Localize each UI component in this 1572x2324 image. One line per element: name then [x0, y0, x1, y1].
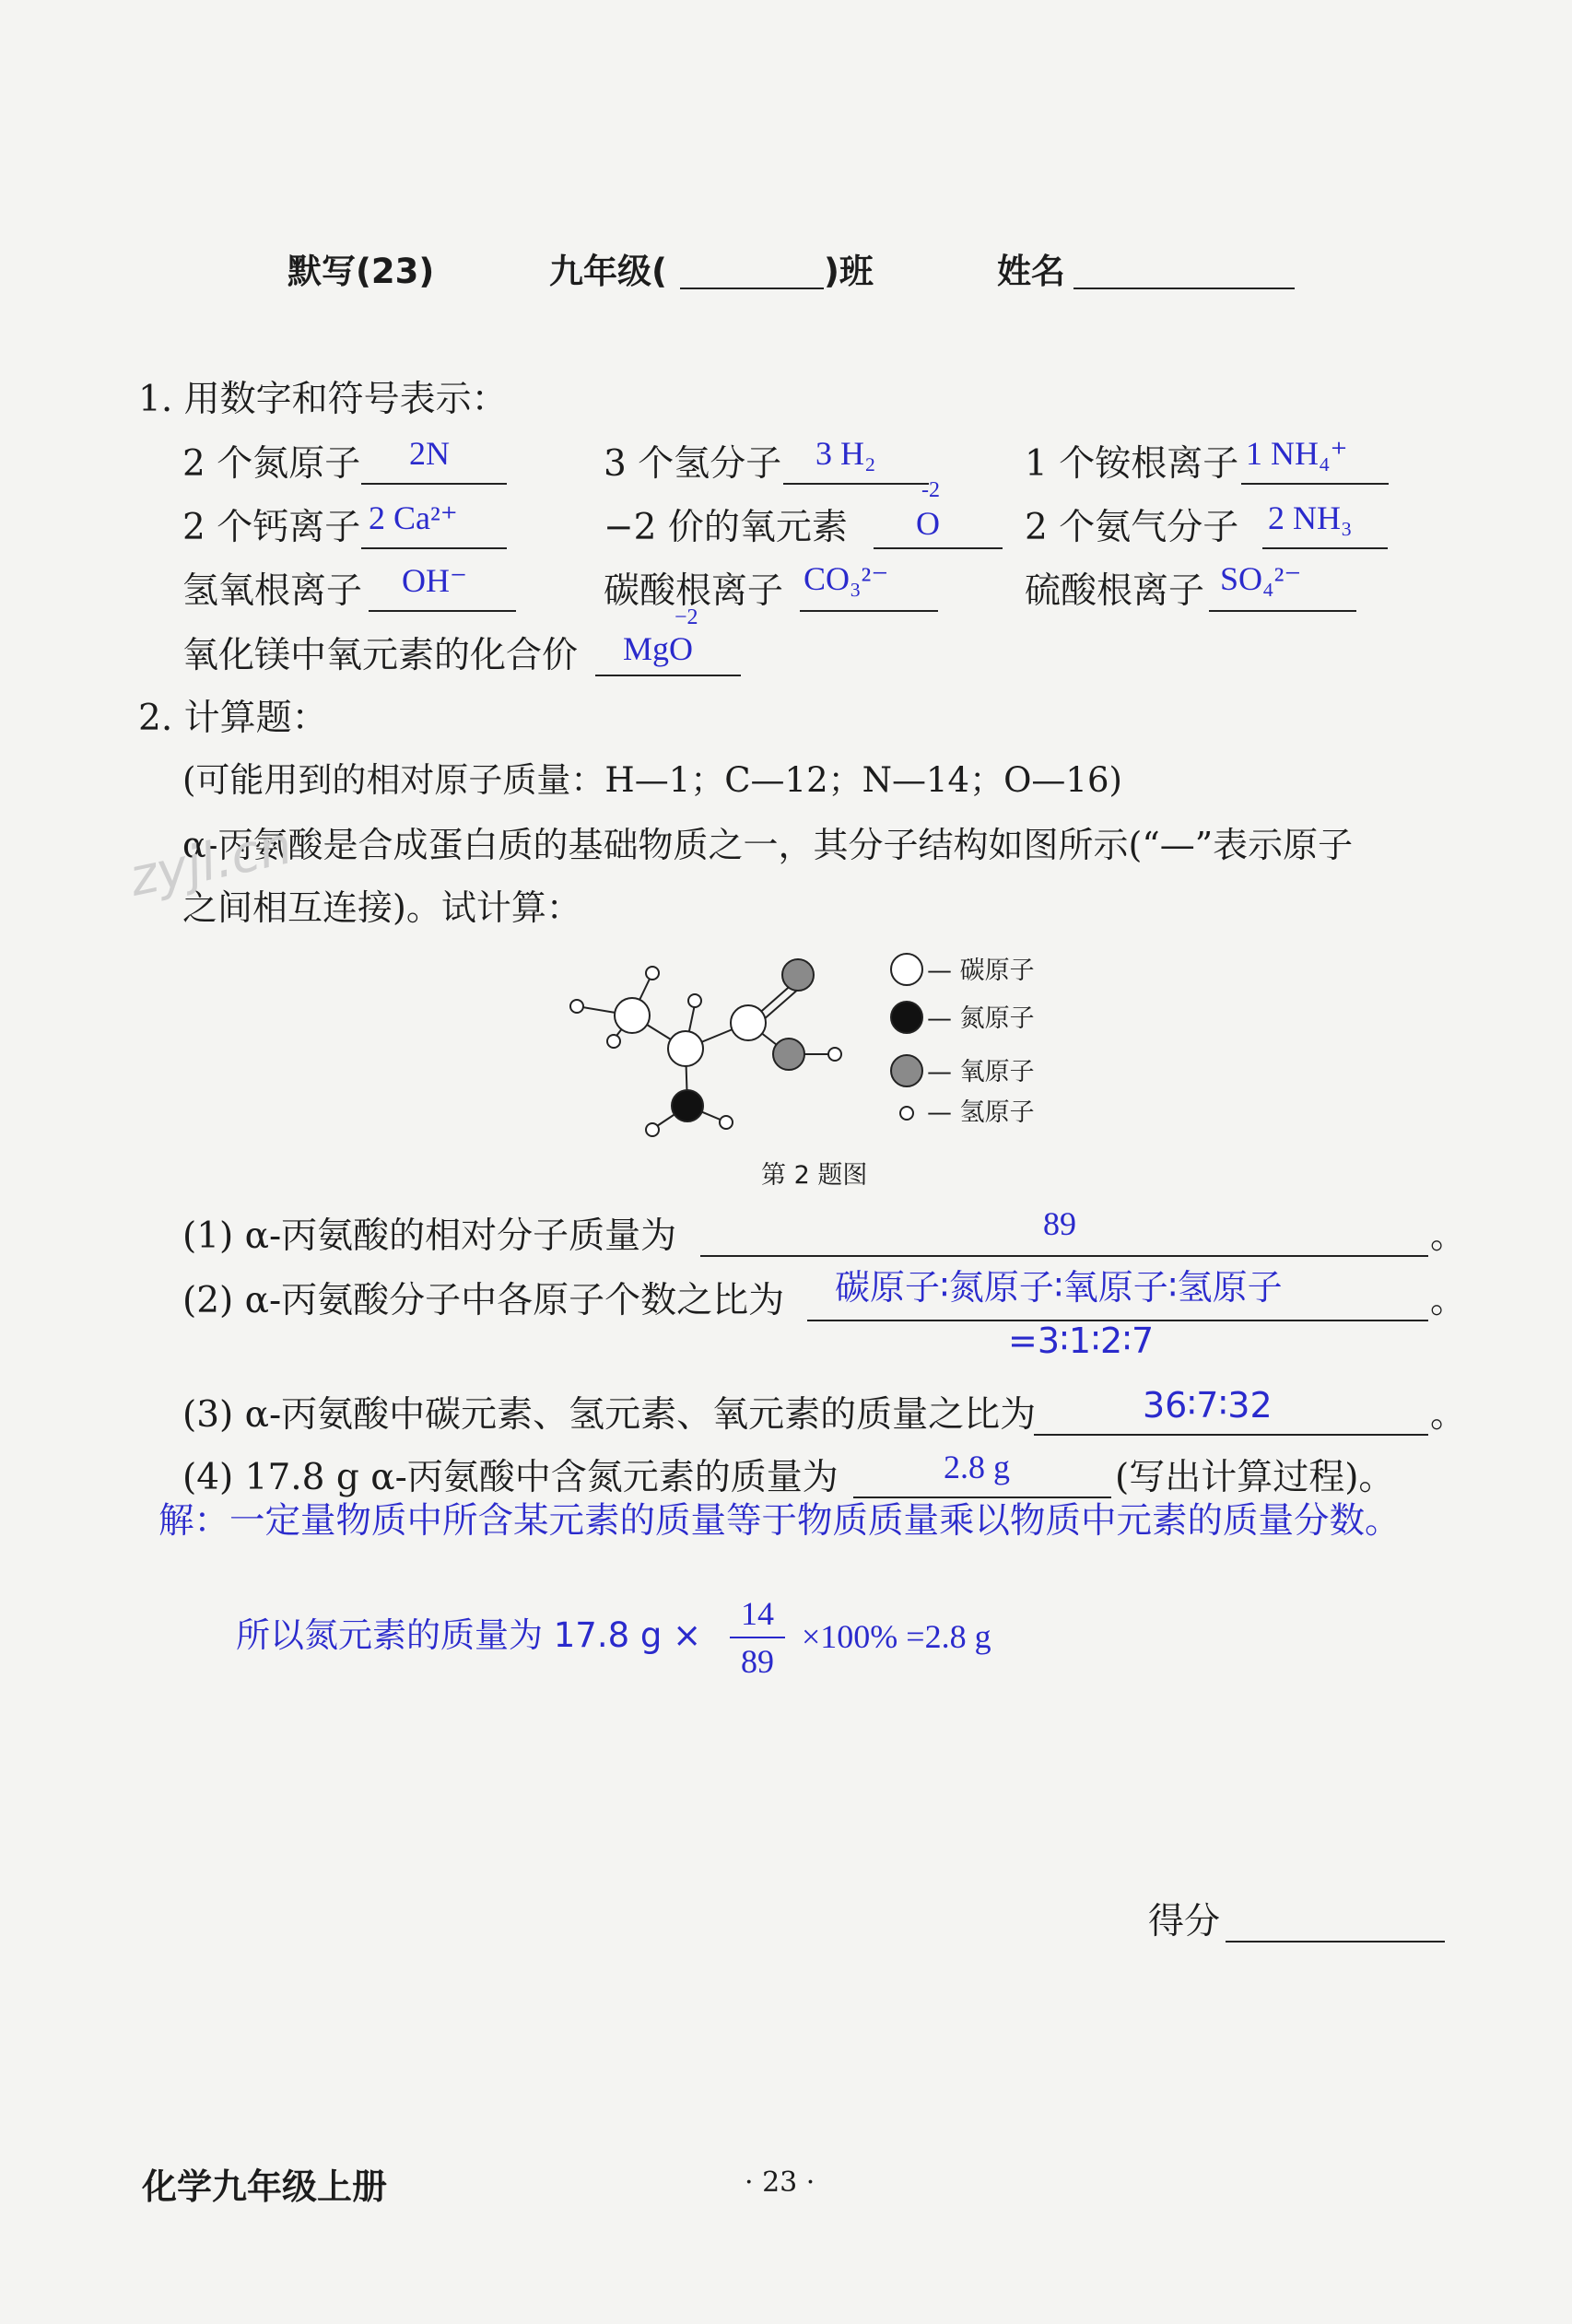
legend-carbon-icon: [891, 954, 922, 985]
answer-blank: [874, 547, 1003, 549]
q1-item-label: 2 个氨气分子: [1025, 507, 1239, 548]
q1-answer-valence: −2: [675, 605, 698, 629]
hydrogen-atom-icon: [570, 1000, 583, 1013]
q1-answer: 1 NH₄⁺: [1246, 435, 1348, 472]
legend-oxygen-label: — 氧原子: [927, 1058, 1035, 1086]
answer-blank: [1262, 547, 1388, 549]
answer-blank: [800, 610, 938, 612]
legend-carbon-label: — 碳原子: [927, 957, 1035, 985]
q1-answer: OH⁻: [402, 562, 467, 599]
q1-item-label: 1 个铵根离子: [1025, 443, 1239, 485]
carbon-atom-icon: [668, 1031, 703, 1066]
q1-item-label: 氧化镁中氧元素的化合价: [182, 635, 579, 676]
fraction-denominator: 89: [741, 1643, 774, 1680]
legend-nitrogen-icon: [891, 1002, 922, 1033]
q1-answer: 2 Ca²⁺: [369, 499, 458, 536]
q1-answer: MgO: [623, 630, 694, 667]
q1-answer: 2 NH₃: [1268, 499, 1353, 536]
q1-answer: CO₃²⁻: [804, 560, 889, 597]
answer-blank: [700, 1255, 1428, 1257]
legend-oxygen-icon: [891, 1055, 922, 1086]
solution-line-2-prefix: 所以氮元素的质量为 17.8 g ×: [236, 1615, 702, 1655]
name-label: 姓名: [997, 252, 1065, 291]
watermark-logo: zyjl.cn: [124, 816, 298, 909]
solution-line-1: 解：一定量物质中所含某元素的质量等于物质质量乘以物质中元素的质量分数。: [158, 1500, 1401, 1542]
q2-sub-2: (2) α-丙氨酸分子中各原子个数之比为: [182, 1280, 785, 1321]
carbon-atom-icon: [615, 998, 650, 1033]
answer-blank: [1209, 610, 1356, 612]
q1-heading: 1. 用数字和符号表示：: [138, 379, 508, 420]
answer-blank: [1034, 1434, 1428, 1436]
q1-item-label: 硫酸根离子: [1025, 570, 1205, 612]
answer-blank: [361, 547, 507, 549]
hydrogen-atom-icon: [828, 1048, 841, 1061]
fraction-numerator: 14: [741, 1595, 774, 1632]
q1-answer: 2N: [409, 435, 450, 472]
q1-answer-valence: -2: [921, 478, 940, 502]
intro-line-1: α-丙氨酸是合成蛋白质的基础物质之一，其分子结构如图所示(“—”表示原子: [182, 825, 1354, 865]
answer-blank: [361, 483, 507, 485]
period: 。: [1430, 1215, 1467, 1257]
q2-sub-1: (1) α-丙氨酸的相对分子质量为: [182, 1215, 677, 1257]
q1-answer: 3 H₂: [815, 435, 876, 472]
page-number: · 23 ·: [745, 2166, 815, 2199]
q2-heading: 2. 计算题：: [138, 698, 328, 739]
answer-blank: [853, 1497, 1111, 1498]
carbon-atom-icon: [731, 1005, 766, 1040]
legend-nitrogen-label: — 氮原子: [927, 1004, 1035, 1033]
q1-item-label: 3 个氢分子: [604, 443, 782, 485]
score-label: 得分: [1148, 1901, 1221, 1943]
score-blank: [1226, 1941, 1445, 1943]
atomic-masses: (可能用到的相对原子质量：H—1；C—12；N—14；O—16): [182, 760, 1122, 800]
q1-item-label: 2 个氮原子: [182, 443, 361, 485]
figure-caption: 第 2 题图: [761, 1161, 868, 1190]
nitrogen-atom-icon: [672, 1090, 703, 1121]
q2-sub-4-end: (写出计算过程)。: [1115, 1457, 1395, 1498]
answer-blank: [595, 675, 741, 676]
q2-sub-3-answer: 36∶7∶32: [1143, 1385, 1273, 1426]
q1-item-label: 氢氧根离子: [182, 570, 363, 612]
book-title: 化学九年级上册: [142, 2166, 388, 2207]
solution-line-2-suffix: ×100% =2.8 g: [802, 1618, 991, 1655]
name-blank: [1073, 288, 1295, 289]
hydrogen-atom-icon: [688, 994, 701, 1007]
q2-sub-4: (4) 17.8 g α-丙氨酸中含氮元素的质量为: [182, 1457, 839, 1498]
q1-item-label: 2 个钙离子: [182, 507, 361, 548]
q1-answer: O: [916, 505, 940, 542]
period: 。: [1430, 1280, 1467, 1321]
legend-hydrogen-icon: [900, 1107, 913, 1120]
legend-hydrogen-label: — 氢原子: [927, 1098, 1035, 1127]
grade-label: 九年级(: [549, 252, 667, 291]
period: 。: [1430, 1394, 1467, 1436]
class-blank: [680, 288, 824, 289]
q1-answer: SO₄²⁻: [1220, 560, 1302, 597]
q1-item-label: −2 价的氧元素: [604, 507, 848, 548]
class-suffix: )班: [824, 252, 874, 291]
oxygen-atom-icon: [773, 1039, 804, 1070]
page-title: 默写(23): [287, 252, 435, 291]
q2-sub-3: (3) α-丙氨酸中碳元素、氢元素、氧元素的质量之比为: [182, 1394, 1037, 1436]
hydrogen-atom-icon: [646, 967, 659, 980]
q2-sub-1-answer: 89: [1043, 1205, 1076, 1242]
hydrogen-atom-icon: [607, 1035, 620, 1048]
answer-blank: [783, 483, 929, 485]
solution-fraction: [730, 1594, 785, 1681]
answer-blank: [1241, 483, 1389, 485]
answer-blank: [369, 610, 516, 612]
oxygen-atom-icon: [782, 959, 814, 991]
intro-line-2: 之间相互连接)。试计算：: [182, 887, 581, 928]
q2-sub-4-answer: 2.8 g: [944, 1449, 1010, 1485]
hydrogen-atom-icon: [646, 1123, 659, 1136]
hydrogen-atom-icon: [720, 1116, 733, 1129]
q2-sub-2-answer: 碳原子∶氮原子∶氧原子∶氢原子: [835, 1267, 1283, 1308]
q1-item-label: 碳酸根离子: [604, 570, 784, 612]
q2-sub-2-answer-ratio: =3∶1∶2∶7: [1008, 1320, 1155, 1361]
